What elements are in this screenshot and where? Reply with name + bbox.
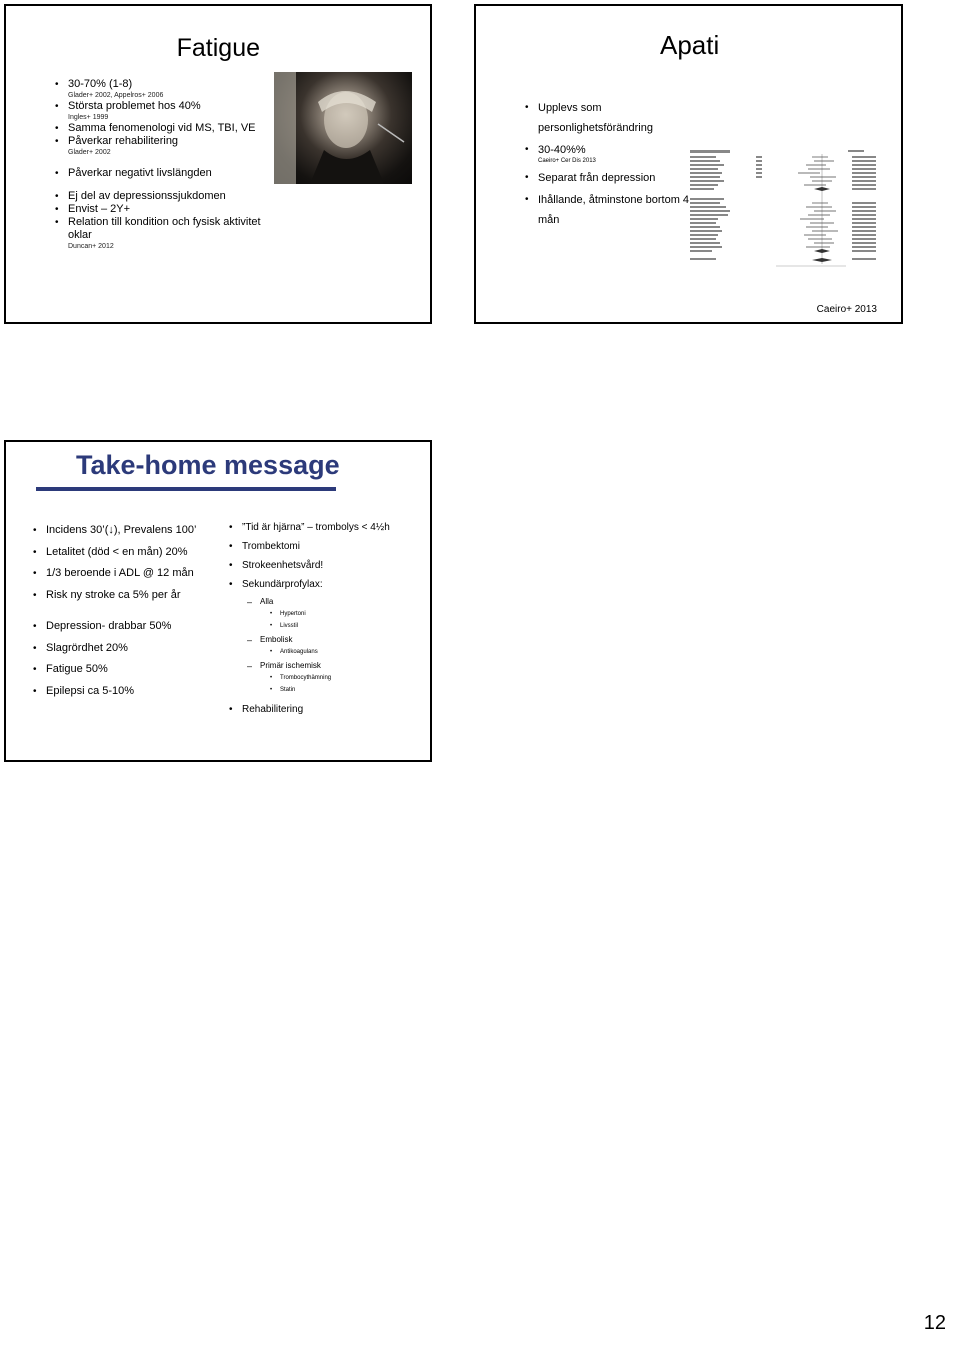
list-item: • Envist – 2Y+ — [68, 203, 278, 216]
list-item: • Påverkar negativt livslängden — [68, 167, 278, 180]
list-item: • Incidens 30’(↓), Prevalens 100’ — [46, 520, 236, 542]
list-item: • ”Tid är hjärna” – trombolys < 4½h — [242, 518, 422, 537]
citation: Glader+ 2002, Appelros+ 2006 — [68, 92, 164, 99]
list-item: • Samma fenomenologi vid MS, TBI, VE — [68, 122, 278, 135]
list-item: • 30-40%% Caeiro+ Cer Dis 2013 — [538, 140, 698, 166]
list-item: • Fatigue 50% — [46, 659, 236, 681]
citation: Glader+ 2002 — [68, 149, 111, 156]
slide-title: Apati — [660, 30, 720, 60]
list-item: • Epilepsi ca 5-10% — [46, 681, 236, 703]
treatment-bullet-list — [242, 518, 422, 719]
list-item: • Slagrördhet 20% — [46, 638, 236, 660]
list-item: • Största problemet hos 40% Ingles+ 1999 — [68, 100, 278, 122]
slide-take-home-message — [4, 440, 432, 762]
sub-list-item: – Embolisk — [260, 634, 422, 646]
citation: Caeiro+ Cer Dis 2013 — [538, 158, 596, 164]
title-underline — [36, 487, 336, 491]
list-item: • Upplevs som personlighetsförändring — [538, 98, 698, 138]
citation: Ingles+ 1999 — [68, 114, 109, 121]
citation: Duncan+ 2012 — [68, 243, 114, 250]
sub-sub-list-item: • Hypertoni — [280, 608, 422, 620]
apati-bullet-list — [538, 98, 698, 232]
sub-sub-list-item: • Statin — [280, 684, 422, 696]
list-item: • Trombektomi — [242, 537, 422, 556]
list-item: • Relation till kondition och fysisk aktivitet oklar Duncan+ 2012 — [68, 216, 278, 251]
list-item: • Strokeenhetsvård! — [242, 556, 422, 575]
page-number: 12 — [923, 1312, 946, 1334]
list-item: • 1/3 beroende i ADL @ 12 mån — [46, 563, 236, 585]
list-item: • Rehabilitering — [242, 700, 422, 719]
fatigued-person-photo — [274, 72, 412, 184]
list-item: • Separat från depression — [538, 168, 698, 188]
list-item: • 30-70% (1-8) Glader+ 2002, Appelros+ 2006 — [68, 78, 278, 100]
slide-title: Fatigue — [176, 34, 260, 62]
list-item: • Ihållande, åtminstone bortom 4 mån — [538, 190, 698, 230]
sub-list-item: – Primär ischemisk — [260, 660, 422, 672]
forest-plot-figure — [688, 148, 884, 276]
slide-fatigue — [4, 4, 432, 324]
list-item: • Risk ny stroke ca 5% per år — [46, 585, 236, 607]
fatigue-bullet-list — [68, 78, 278, 251]
facts-bullet-list — [46, 520, 236, 702]
sub-sub-list-item: • Antikoagulans — [280, 646, 422, 658]
list-item: • Depression- drabbar 50% — [46, 616, 236, 638]
list-item: • Påverkar rehabilitering Glader+ 2002 — [68, 135, 278, 157]
list-item: • Letalitet (död < en mån) 20% — [46, 542, 236, 564]
source-citation: Caeiro+ 2013 — [816, 304, 877, 315]
sub-sub-list-item: • Trombocythämning — [280, 672, 422, 684]
sub-list-item: – Alla — [260, 596, 422, 608]
list-item: • Sekundärprofylax: — [242, 575, 422, 594]
slide-apati — [474, 4, 903, 324]
slide-title: Take-home message — [76, 450, 340, 480]
list-item: • Ej del av depressionssjukdomen — [68, 190, 278, 203]
sub-sub-list-item: • Livsstil — [280, 620, 422, 632]
